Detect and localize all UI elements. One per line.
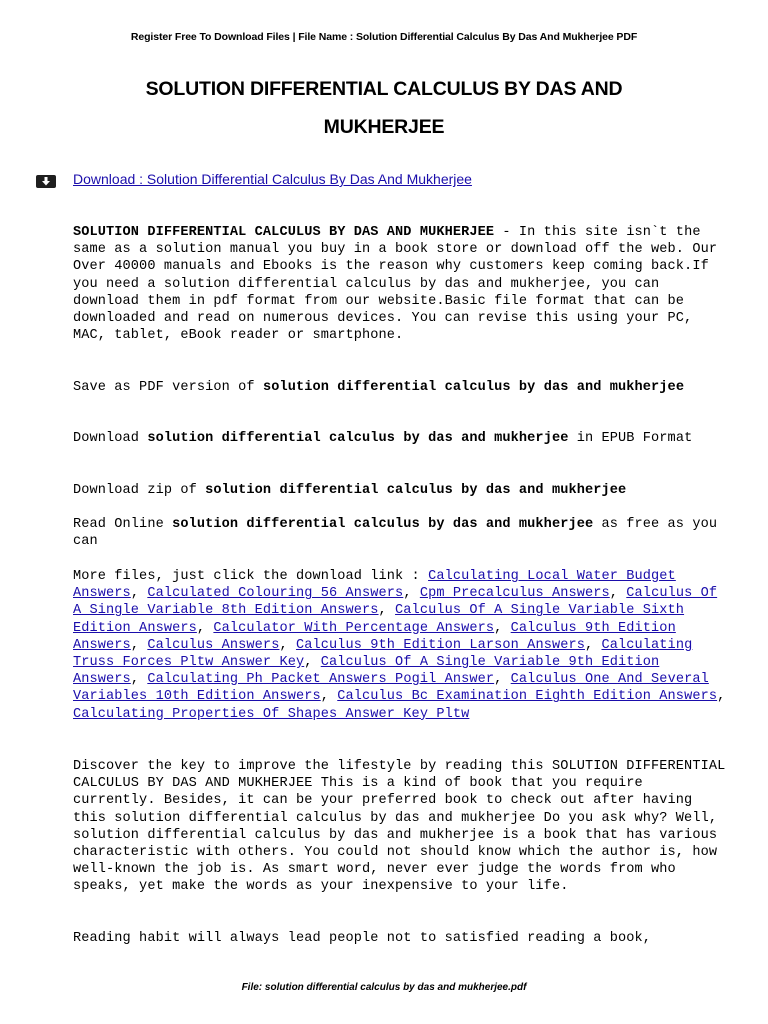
more-files-paragraph: More files, just click the download link : Calculating Local Water Budget Answers, Calculated Colouring 56 Answers, Cpm Precalculus Answers, Calculus Of A Single Variable 8th Edition Answers, Calculus Of A Single Variable Sixth Edition Answers, Calculator With Percentage Answers, Calculus 9th Edition Answers, Calculus Answers, Calculus 9th Edition Larson Answers, Calculating Truss Forces Pltw Answer Key, Calculus Of A Single Variable 9th Edition Answers, Calculating Ph Packet Answers Pogil Answer, Calculus One And Several Variables 10th Edition Answers, Calculus Bc Examination Eighth Edition Answers, Calculating Properties Of Shapes Answer Key Pltw [73, 569, 726, 722]
zip-bold: solution differential calculus by das and mukherjee [205, 483, 627, 498]
intro-paragraph [73, 224, 728, 344]
more-file-link[interactable]: Calculus 9th Edition Larson Answers [295, 637, 585, 653]
title-line-2: MUKHERJEE [323, 116, 445, 138]
more-file-link[interactable]: Calculus Answers [147, 637, 280, 653]
online-suffix: as free as you can [73, 517, 718, 550]
download-link[interactable]: Download : Solution Differential Calculus By Das And Mukherjee [73, 171, 472, 187]
more-file-link[interactable]: Calculating Ph Packet Answers Pogil Answer [147, 672, 495, 688]
online-bold: solution differential calculus by das and mukherjee [172, 517, 594, 532]
online-paragraph [73, 516, 728, 550]
zip-paragraph [73, 482, 728, 499]
more-file-link[interactable]: Calculating Local Water Budget Answers [73, 569, 676, 602]
download-icon[interactable] [36, 175, 56, 188]
more-file-link[interactable]: Calculus Of A Single Variable Sixth Edition Answers [73, 603, 685, 636]
reading-paragraph: Reading habit will always lead people not to satisfied reading a book, [73, 931, 652, 946]
more-file-link[interactable]: Cpm Precalculus Answers [419, 586, 610, 602]
page-footer: File: solution differential calculus by das and mukherjee.pdf [241, 982, 527, 993]
intro-text: - In this site isn`t the same as a solution manual you buy in a book store or download off the web. Our Over 40000 manuals and Ebooks is the reason why customers keep coming back.If you need a solution differential calculus by das and mukherjee, you can download them in pdf format from our website.Basic file format that can be downloaded and read on numerous devices. You can revise this using your PC, MAC, tablet, eBook reader or smartphone. [73, 225, 718, 344]
epub-bold: solution differential calculus by das and mukherjee [147, 431, 569, 446]
save-pdf-paragraph [73, 379, 728, 396]
online-prefix: Read Online [73, 517, 173, 532]
epub-suffix: in EPUB Format [568, 431, 693, 446]
more-file-link[interactable]: Calculating Truss Forces Pltw Answer Key [73, 637, 693, 671]
more-file-link[interactable]: Calculus Bc Examination Eighth Edition Answers [337, 689, 718, 705]
more-file-link[interactable]: Calculus Of A Single Variable 9th Edition Answers [73, 655, 660, 688]
intro-bold-lead: SOLUTION DIFFERENTIAL CALCULUS BY DAS AND MUKHERJEE [73, 225, 495, 240]
more-files-prefix: More files, just click the download link : [73, 569, 429, 584]
epub-paragraph [73, 430, 728, 447]
more-file-link[interactable]: Calculus 9th Edition Answers [73, 620, 676, 653]
title-line-1: SOLUTION DIFFERENTIAL CALCULUS BY DAS AND [145, 78, 623, 100]
page-header: Register Free To Download Files | File Name : Solution Differential Calculus By Das And Mukherjee PDF [130, 31, 638, 43]
discover-paragraph: Discover the key to improve the lifestyle by reading this SOLUTION DIFFERENTIAL CALCULUS BY DAS AND MUKHERJEE This is a kind of book that you require currently. Besides, it can be your preferred book to check out after having this solution differential calculus by das and mukherjee Do you ask why? Well, solution differential calculus by das and mukherjee is a book that has various characteristic with others. You could not should know which the author is, how well-known the job is. As smart word, never ever judge the words from who speaks, yet make the words as your inexpensive to your life. [73, 759, 726, 895]
more-file-link[interactable]: Calculator With Percentage Answers [213, 620, 495, 636]
more-file-link[interactable]: Calculus One And Several Variables 10th Edition Answers [73, 672, 709, 705]
epub-prefix: Download [73, 431, 148, 446]
save-pdf-prefix: Save as PDF version of [73, 380, 263, 395]
save-pdf-bold: solution differential calculus by das and mukherjee [262, 380, 685, 395]
zip-prefix: Download zip of [73, 483, 206, 498]
more-file-link[interactable]: Calculated Colouring 56 Answers [147, 586, 404, 602]
more-file-link[interactable]: Calculating Properties Of Shapes Answer Key Pltw [73, 706, 470, 722]
document-title [60, 70, 708, 146]
more-file-link[interactable]: Calculus Of A Single Variable 8th Edition Answers [73, 586, 718, 619]
